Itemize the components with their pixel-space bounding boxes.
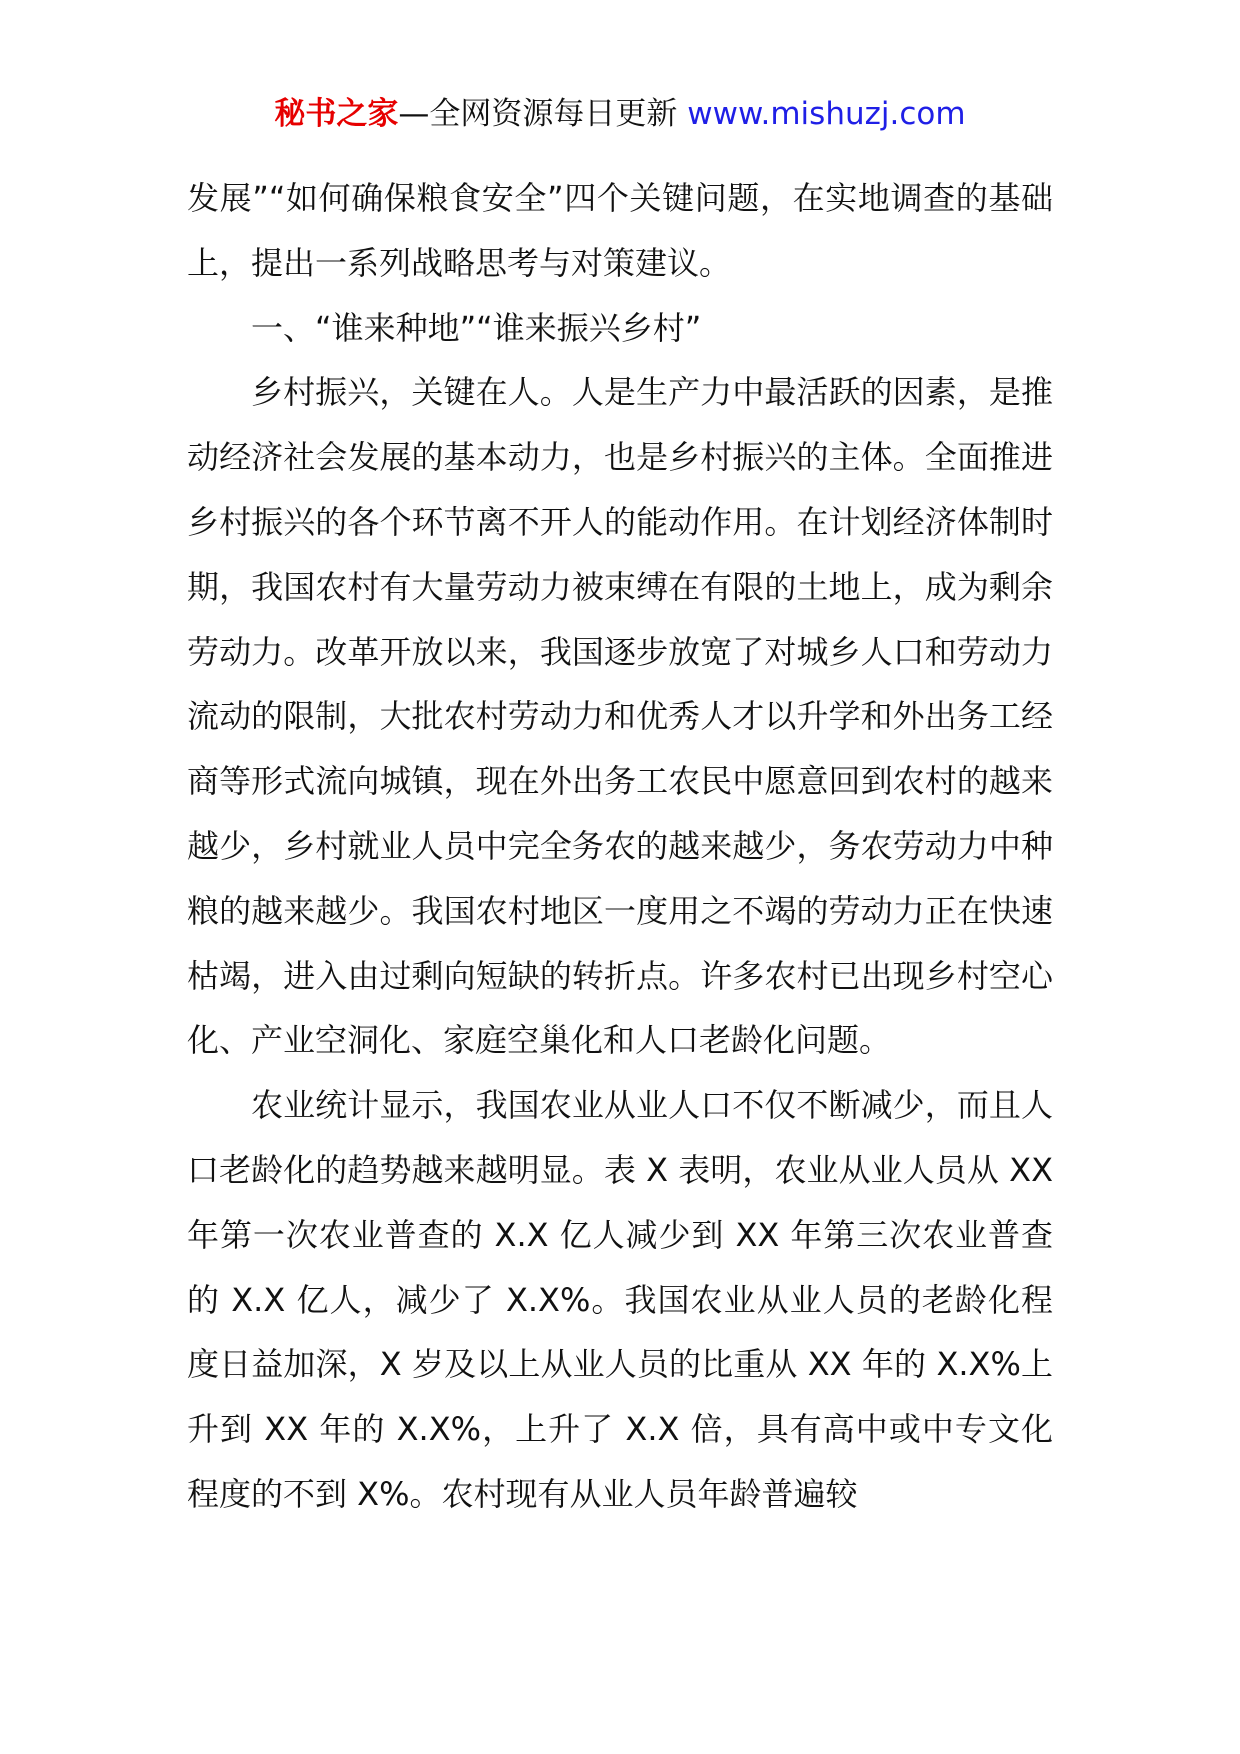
- paragraph-continuation: 发展”“如何确保粮食安全”四个关键问题，在实地调查的基础上，提出一系列战略思考与对策建议。: [187, 179, 1053, 282]
- document-body: [187, 166, 1053, 1527]
- section-heading: 一、“谁来种地”“谁来振兴乡村”: [251, 308, 702, 347]
- site-header: [0, 94, 1240, 134]
- site-url-link[interactable]: www.mishuzj.com: [687, 96, 966, 132]
- paragraph: 乡村振兴，关键在人。人是生产力中最活跃的因素，是推动经济社会发展的基本动力，也是乡村振兴的主体。全面推进乡村振兴的各个环节离不开人的能动作用。在计划经济体制时期，我国农村有大量劳动力被束缚在有限的土地上，成为剩余劳动力。改革开放以来，我国逐步放宽了对城乡人口和劳动力流动的限制，大批农村劳动力和优秀人才以升学和外出务工经商等形式流向城镇，现在外出务工农民中愿意回到农村的越来越少，乡村就业人员中完全务农的越来越少，务农劳动力中种粮的越来越少。我国农村地区一度用之不竭的劳动力正在快速枯竭，进入由过剩向短缺的转折点。许多农村已出现乡村空心化、产业空洞化、家庭空巢化和人口老龄化问题。: [187, 373, 1053, 1060]
- paragraph: 农业统计显示，我国农业从业人口不仅不断减少，而且人口老龄化的趋势越来越明显。表 X 表明，农业从业人员从 XX 年第一次农业普查的 X.X 亿人减少到 XX 年第三次农业普查的 X.X 亿人，减少了 X.X%。我国农业从业人员的老龄化程度日益加深，X 岁及以上从业人员的比重从 XX 年的 X.X%上升到 XX 年的 X.X%，上升了 X.X 倍，具有高中或中专文化程度的不到 X%。农村现有从业人员年龄普遍较: [187, 1086, 1053, 1513]
- site-tagline: —全网资源每日更新: [398, 96, 688, 132]
- site-brand: 秘书之家: [274, 96, 399, 132]
